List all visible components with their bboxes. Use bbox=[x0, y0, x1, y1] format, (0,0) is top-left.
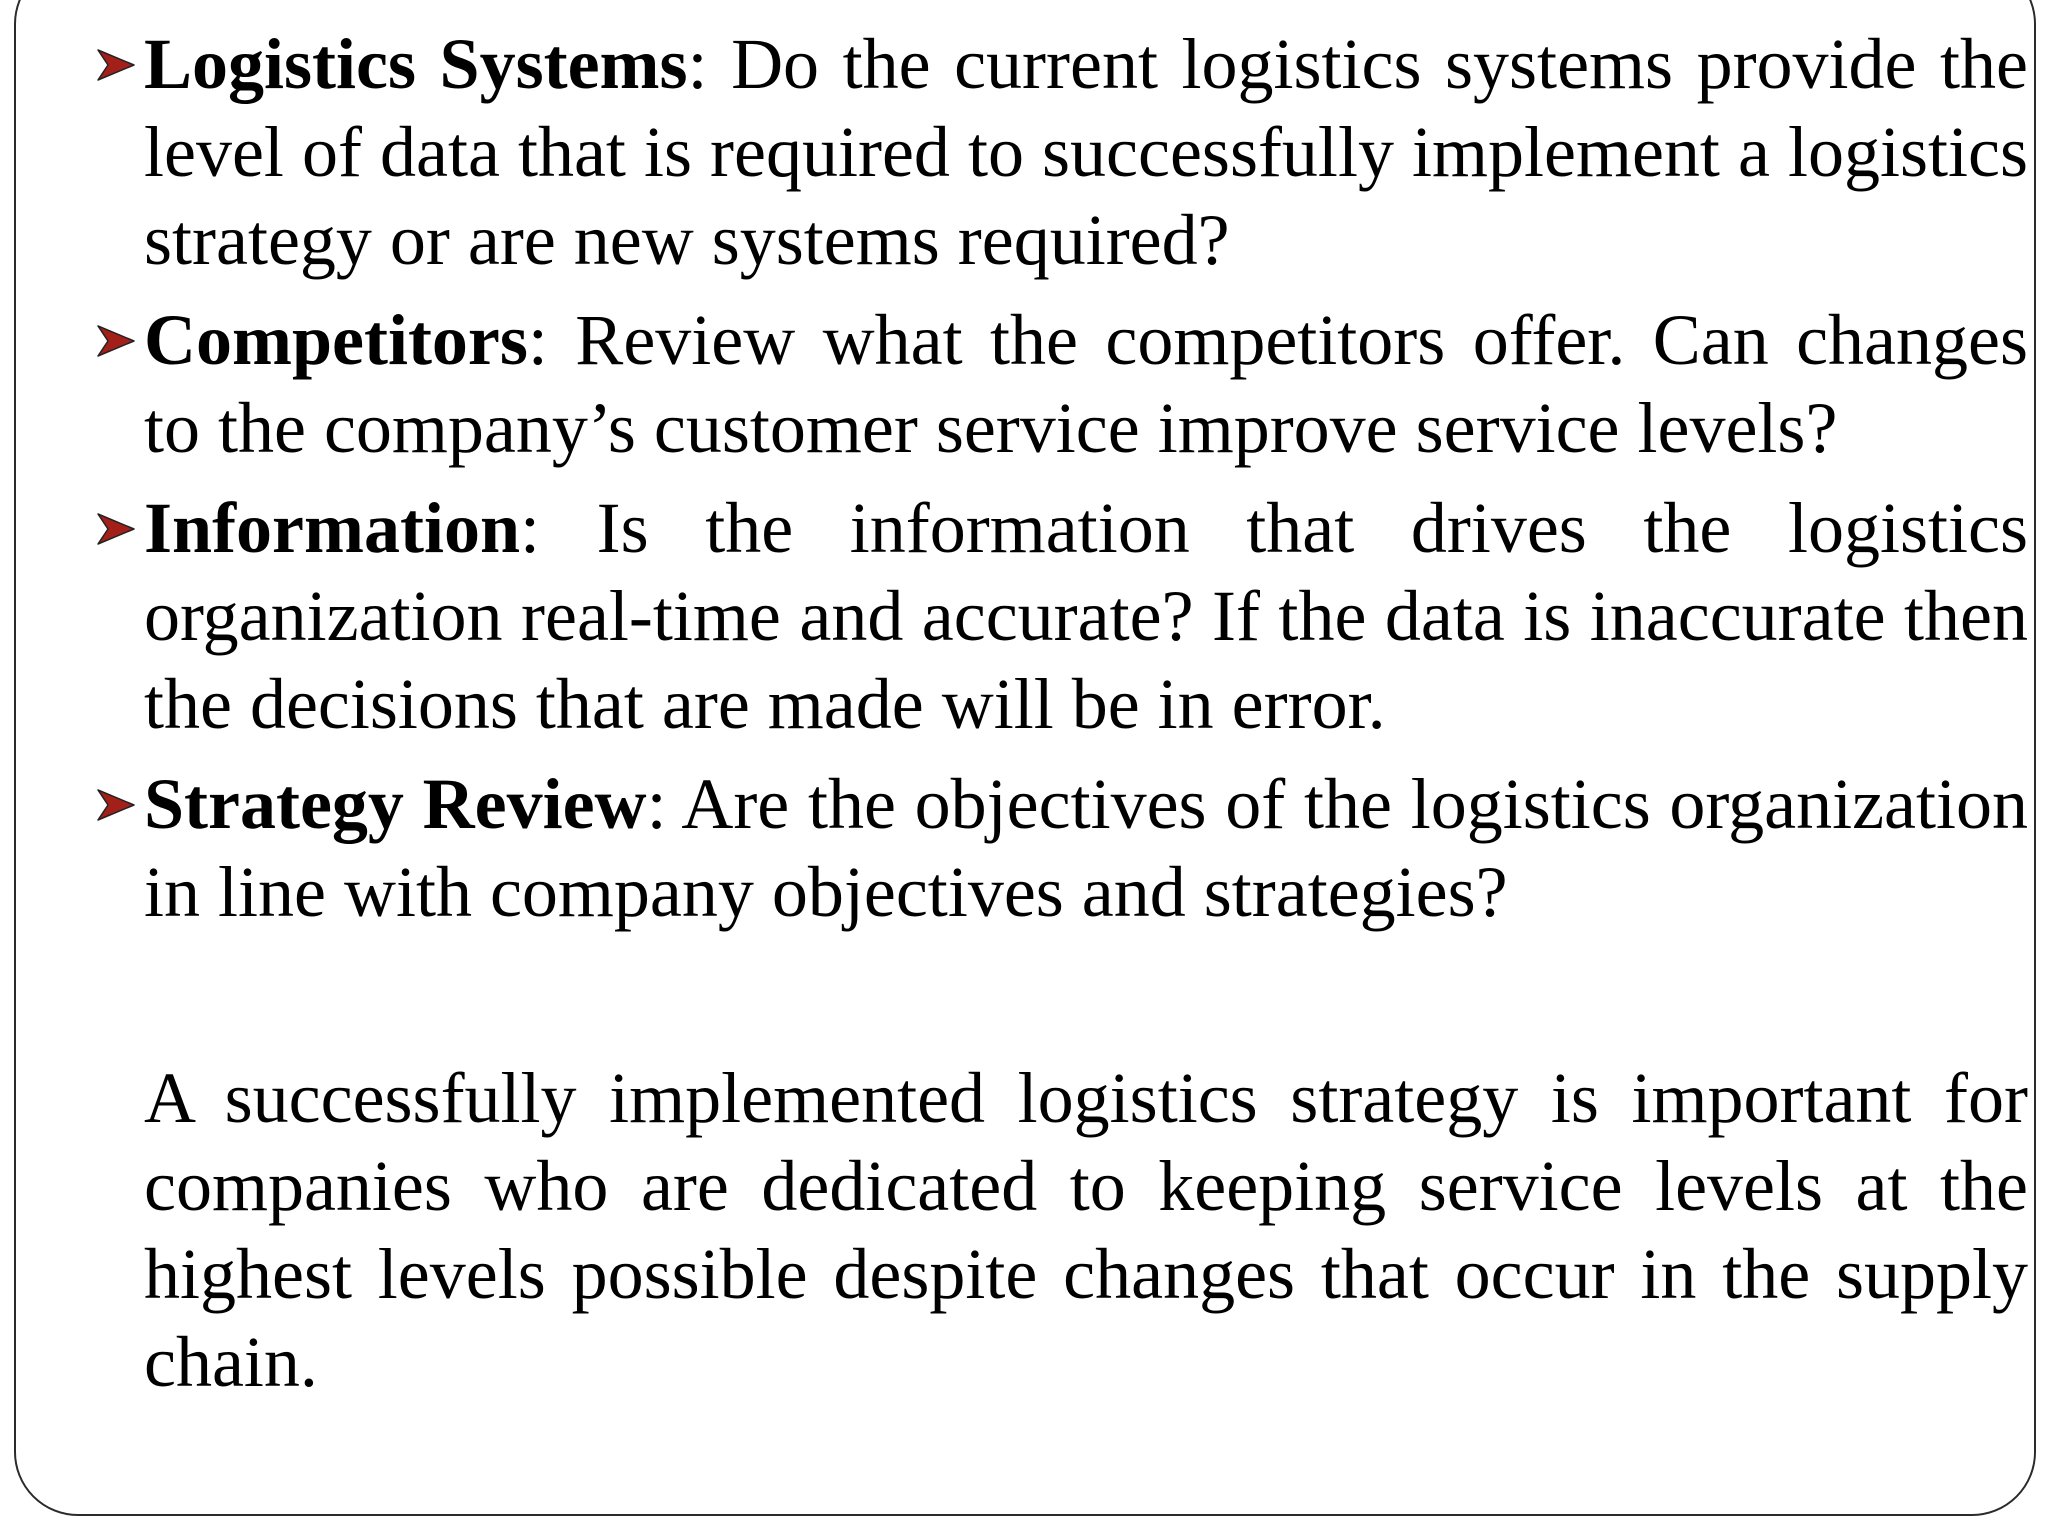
bullet-term: Logistics Systems bbox=[144, 24, 688, 104]
bullet-strategy-review bbox=[96, 760, 2028, 936]
bullet-arrow-icon bbox=[96, 324, 136, 358]
bullet-information bbox=[96, 484, 2028, 748]
bullet-logistics-systems bbox=[96, 20, 2028, 284]
bullet-text: : Review what the competitors offer. Can changes to the company’s customer service improve service levels? bbox=[144, 300, 2028, 468]
bullet-text: : Do the current logistics systems provide the level of data that is required to successfully implement a logistics strategy or are new systems required? bbox=[144, 24, 2029, 280]
closing-paragraph: A successfully implemented logistics strategy is important for companies who are dedicated to keeping service levels at the highest levels possible despite changes that occur in the supply chain. bbox=[144, 1058, 2028, 1402]
bullet-text: : Are the objectives of the logistics organization in line with company objectives and strategies? bbox=[144, 764, 2028, 932]
bullet-arrow-icon bbox=[96, 788, 136, 822]
slide-content bbox=[96, 20, 2028, 1478]
bullet-competitors bbox=[96, 296, 2028, 472]
bullet-term: Competitors bbox=[144, 300, 528, 380]
bullet-term: Strategy Review bbox=[144, 764, 647, 844]
bullet-arrow-icon bbox=[96, 512, 136, 546]
bullet-term: Information bbox=[144, 488, 520, 568]
bullet-arrow-icon bbox=[96, 48, 136, 82]
bullet-text: : Is the information that drives the logistics organization real-time and accurate? If the data is inaccurate then the decisions that are made will be in error. bbox=[144, 488, 2028, 744]
